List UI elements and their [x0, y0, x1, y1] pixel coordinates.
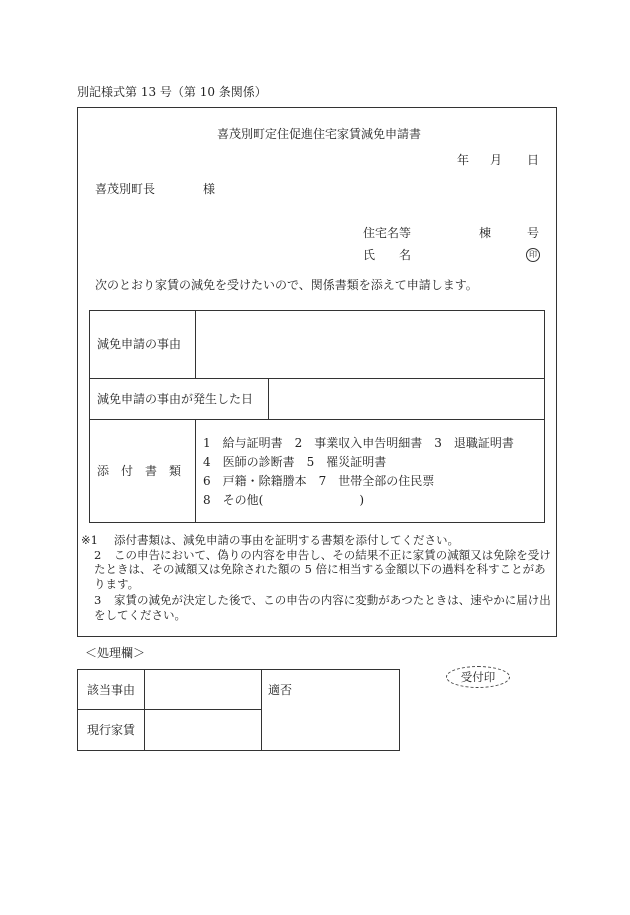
note-text: この申告において、偽りの内容を申告し、その結果不正に家賃の減額又は免除を受けたときは、その減額又は免除された額の 5 倍に相当する金額以下の過料を科すことがあります。 [94, 547, 551, 591]
table-divider [195, 419, 196, 523]
residence-label: 住宅名等 [363, 226, 412, 240]
processing-table [77, 669, 400, 751]
note-item [81, 533, 551, 548]
table-divider [144, 669, 145, 751]
addressee-name: 喜茂別町長 [95, 182, 156, 196]
intro-text: 次のとおり家賃の減免を受けたいので、関係書類を添えて申請します。 [95, 278, 478, 292]
date-year: 年 [457, 153, 470, 167]
reception-stamp: 受付印 [446, 666, 510, 688]
note-item [81, 593, 551, 622]
table-divider [77, 709, 262, 710]
approval-label: 適否 [268, 683, 293, 697]
table-divider [268, 378, 269, 420]
note-item [81, 548, 551, 592]
note-text: 家賃の減免が決定した後で、この申告の内容に変動があつたときは、速やかに届け出をしてください。 [94, 593, 551, 622]
processing-heading: ＜処理欄＞ [85, 646, 146, 660]
addressee-honorific: 様 [203, 182, 216, 196]
attachment-line: 4 医師の診断書 5 罹災証明書 [203, 455, 387, 469]
attachment-line: 1 給与証明書 2 事業収入申告明細書 3 退職証明書 [203, 436, 514, 450]
attachment-line: 6 戸籍・除籍謄本 7 世帯全部の住民票 [203, 474, 435, 488]
attachment-line: 8 その他( ) [203, 493, 364, 507]
current-rent-label: 現行家賃 [87, 723, 136, 737]
applicable-reason-label: 該当事由 [87, 683, 136, 697]
note-mark: 2 [94, 547, 102, 562]
notes-section [81, 533, 551, 622]
form-number: 別記様式第 13 号（第 10 条関係） [77, 85, 267, 99]
form-title: 喜茂別町定住促進住宅家賃減免申請書 [217, 127, 422, 141]
attachments-label: 添 付 書 類 [97, 464, 182, 478]
table-divider [89, 378, 545, 379]
table-divider [89, 419, 545, 420]
seal-mark: 印 [526, 248, 540, 262]
table-divider [195, 310, 196, 379]
reason-label: 減免申請の事由 [97, 337, 182, 351]
date-day: 日 [527, 153, 540, 167]
occurrence-date-label: 減免申請の事由が発生した日 [97, 392, 254, 406]
table-divider [261, 669, 262, 751]
date-month: 月 [490, 153, 503, 167]
number-label: 号 [527, 226, 540, 240]
note-text: 添付書類は、減免申請の事由を証明する書類を添付してください。 [114, 533, 459, 547]
note-mark: 3 [94, 593, 102, 607]
note-mark: ※1 [81, 533, 98, 547]
name-label: 氏 名 [363, 248, 412, 262]
building-label: 棟 [479, 226, 492, 240]
